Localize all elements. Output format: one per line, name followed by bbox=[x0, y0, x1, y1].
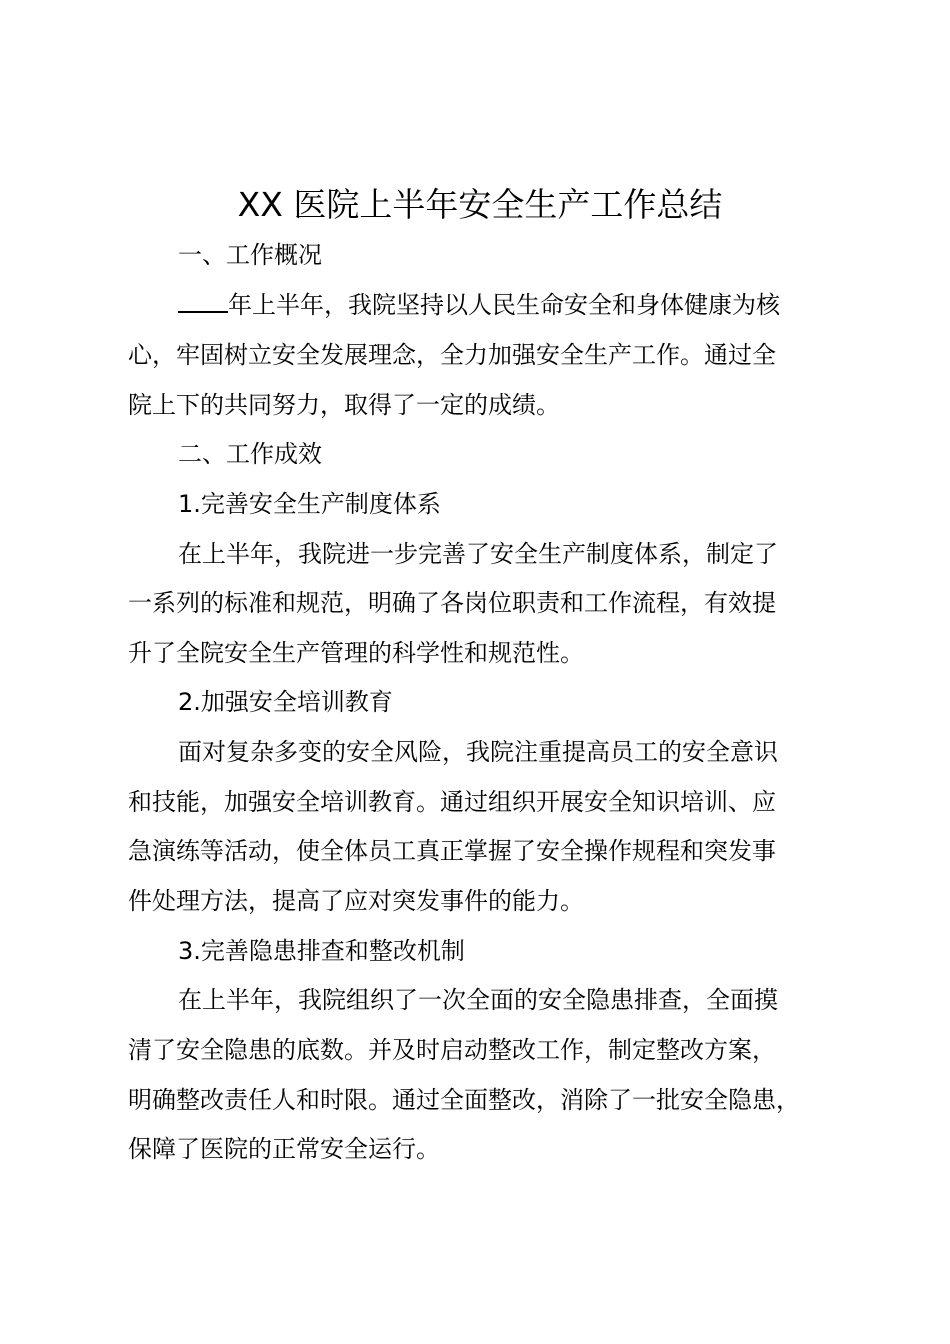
paragraph-line: 心，牢固树立安全发展理念，全力加强安全生产工作。通过全 bbox=[128, 341, 776, 369]
paragraph-line: 件处理方法，提高了应对突发事件的能力。 bbox=[128, 887, 584, 915]
paragraph-line: 升了全院安全生产管理的科学性和规范性。 bbox=[128, 639, 584, 667]
paragraph-line: 一系列的标准和规范，明确了各岗位职责和工作流程，有效提 bbox=[128, 589, 776, 617]
paragraph-line: 保障了医院的正常安全运行。 bbox=[128, 1135, 440, 1163]
paragraph-line: 在上半年，我院进一步完善了安全生产制度体系，制定了 bbox=[178, 540, 778, 568]
subheading-1: 1.完善安全生产制度体系 bbox=[178, 490, 441, 518]
section-heading-overview: 一、工作概况 bbox=[178, 241, 322, 269]
paragraph-line: 清了安全隐患的底数。并及时启动整改工作，制定整改方案， bbox=[128, 1036, 776, 1064]
document-title: XX 医院上半年安全生产工作总结 bbox=[237, 185, 723, 224]
paragraph-line: 面对复杂多变的安全风险，我院注重提高员工的安全意识 bbox=[178, 738, 778, 766]
section-heading-results: 二、工作成效 bbox=[178, 440, 322, 468]
subheading-3: 3.完善隐患排查和整改机制 bbox=[178, 937, 465, 965]
paragraph-line bbox=[178, 289, 780, 321]
paragraph-line: 和技能，加强安全培训教育。通过组织开展安全知识培训、应 bbox=[128, 788, 776, 816]
paragraph-line: 在上半年，我院组织了一次全面的安全隐患排查，全面摸 bbox=[178, 986, 778, 1014]
subheading-2: 2.加强安全培训教育 bbox=[178, 688, 393, 716]
paragraph-line: 院上下的共同努力，取得了一定的成绩。 bbox=[128, 391, 560, 419]
paragraph-text: 年上半年，我院坚持以人民生命安全和身体健康为核 bbox=[228, 291, 780, 319]
paragraph-line: 急演练等活动，使全体员工真正掌握了安全操作规程和突发事 bbox=[128, 837, 776, 865]
year-blank bbox=[178, 289, 228, 313]
paragraph-line: 明确整改责任人和时限。通过全面整改，消除了一批安全隐患， bbox=[128, 1086, 800, 1114]
